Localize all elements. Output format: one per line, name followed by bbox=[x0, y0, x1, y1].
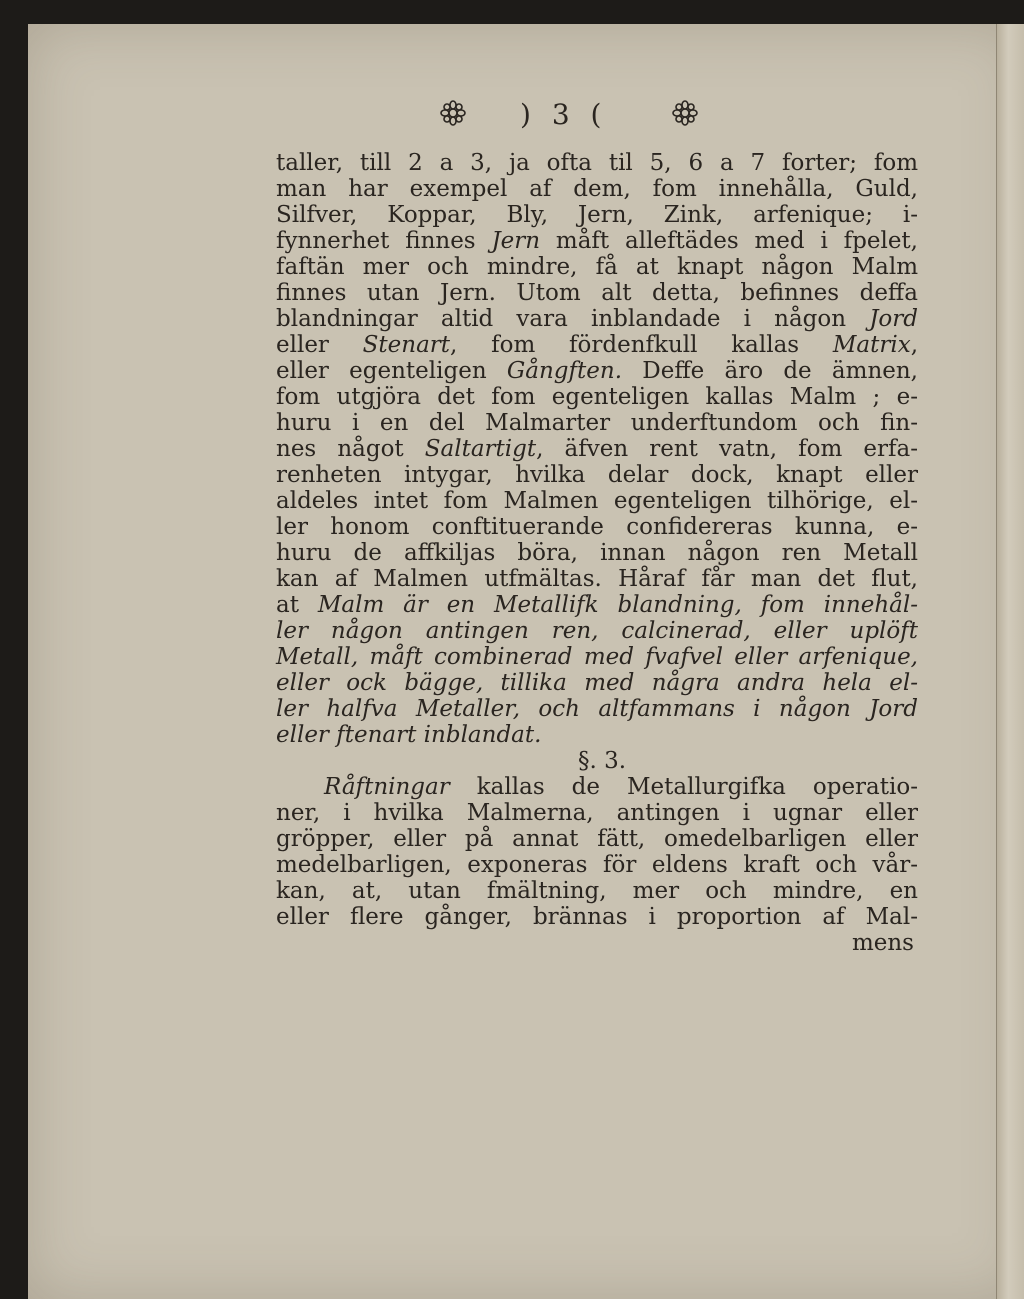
text-line: eller Stenart, fom fördenfkull kallas Matrix, bbox=[276, 332, 918, 358]
italic-term: Råftningar bbox=[324, 774, 450, 800]
text-line: finnes utan Jern. Utom alt detta, befinnes deffa bbox=[276, 280, 918, 306]
text-line: Råftningar kallas de Metallurgifka operatio- bbox=[324, 774, 918, 800]
italic-term: Gångften. bbox=[506, 358, 623, 384]
text-line bbox=[276, 722, 918, 748]
text-line: fom utgjöra det fom egenteligen kallas Malm ; e- bbox=[276, 384, 918, 410]
catchword: mens bbox=[851, 930, 914, 956]
section-heading: §. 3. bbox=[577, 748, 627, 774]
text-line: faftän mer och mindre, få at knapt någon Malm bbox=[276, 254, 918, 280]
italic-definition: eller ock bägge, tillika med några andra hela el- bbox=[276, 670, 918, 696]
flower-ornament-icon bbox=[440, 100, 466, 126]
text-line: nes något Saltartigt, äfven rent vatn, fom erfa- bbox=[276, 436, 918, 462]
page-header bbox=[440, 96, 710, 136]
text-line: at Malm är en Metallifk blandning, fom innehål- bbox=[276, 592, 918, 618]
text-line: Silfver, Koppar, Bly, Jern, Zink, arfenique; i- bbox=[276, 202, 918, 228]
italic-definition: Malm är en Metallifk blandning, fom innehål- bbox=[317, 592, 918, 618]
italic-definition: ler halfva Metaller, och altfammans i någon Jord bbox=[276, 696, 918, 722]
text-line: gröpper, eller på annat fätt, omedelbarligen eller bbox=[276, 826, 918, 852]
italic-term: Stenart bbox=[362, 332, 451, 358]
text-line bbox=[276, 618, 918, 644]
text-line: kan af Malmen utfmältas. Håraf får man det flut, bbox=[276, 566, 918, 592]
page-body-text bbox=[276, 150, 918, 956]
italic-definition: eller ftenart inblandat. bbox=[276, 722, 542, 748]
text-line: ler honom conftituerande confidereras kunna, e- bbox=[276, 514, 918, 540]
text-line bbox=[276, 670, 918, 696]
text-line: ner, i hvilka Malmerna, antingen i ugnar eller bbox=[276, 800, 918, 826]
text-line bbox=[276, 696, 918, 722]
text-line: man har exempel af dem, fom innehålla, Guld, bbox=[276, 176, 918, 202]
page-edge bbox=[996, 24, 1024, 1299]
text-line: huru i en del Malmarter underftundom och fin- bbox=[276, 410, 918, 436]
italic-definition: ler någon antingen ren, calcinerad, eller uplöft bbox=[276, 618, 918, 644]
text-line: fynnerhet finnes Jern måft alleftädes med i fpelet, bbox=[276, 228, 918, 254]
text-line: eller egenteligen Gångften. Deffe äro de ämnen, bbox=[276, 358, 918, 384]
text-line: huru de affkiljas böra, innan någon ren Metall bbox=[276, 540, 918, 566]
italic-term: Jord bbox=[869, 306, 918, 332]
text-line: kan, at, utan fmältning, mer och mindre, en bbox=[276, 878, 918, 904]
italic-definition: Metall, måft combinerad med fvafvel eller arfenique, bbox=[276, 644, 918, 670]
italic-term: Jern bbox=[491, 228, 541, 254]
flower-ornament-icon bbox=[672, 100, 698, 126]
italic-term: Saltartigt bbox=[424, 436, 537, 462]
text-line: aldeles intet fom Malmen egenteligen tilhörige, el- bbox=[276, 488, 918, 514]
page-number: ) 3 ( bbox=[520, 98, 608, 131]
text-line: eller flere gånger, brännas i proportion af Mal- bbox=[276, 904, 918, 930]
italic-term: Matrix bbox=[832, 332, 911, 358]
text-line bbox=[276, 644, 918, 670]
text-line: medelbarligen, exponeras för eldens kraft och vår- bbox=[276, 852, 918, 878]
text-line: taller, till 2 a 3, ja ofta til 5, 6 a 7 forter; fom bbox=[276, 150, 918, 176]
text-line: blandningar altid vara inblandade i någon Jord bbox=[276, 306, 918, 332]
text-line: renheten intygar, hvilka delar dock, knapt eller bbox=[276, 462, 918, 488]
